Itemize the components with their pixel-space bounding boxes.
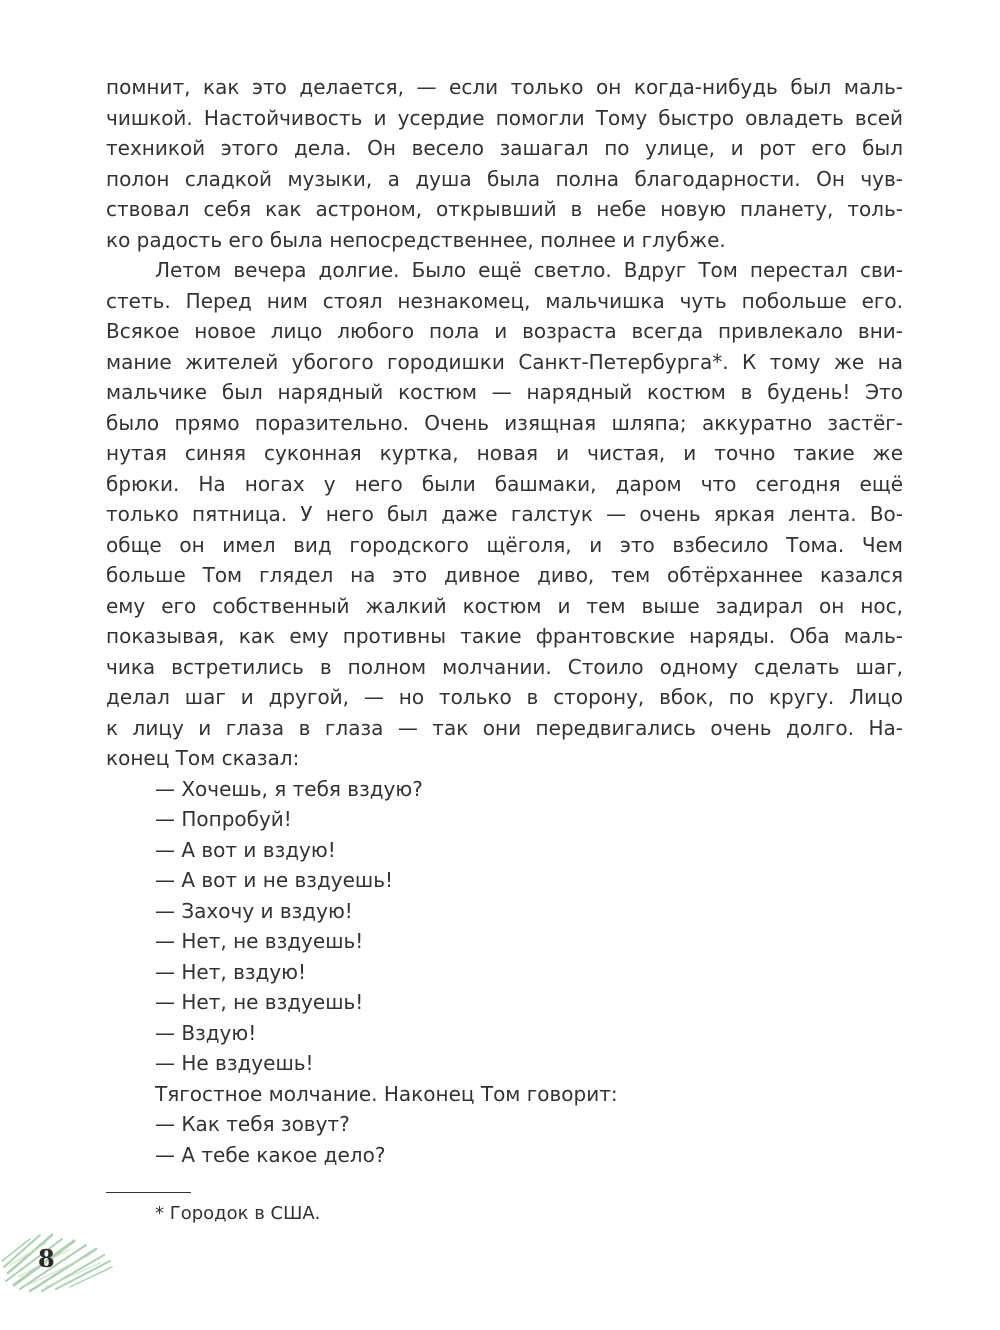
dialogue-line: — Не вздуешь! [155, 1051, 314, 1075]
page-number-brush-decoration [0, 1205, 120, 1295]
dialogue-line: — Попробуй! [155, 807, 292, 831]
dialogue-line: — Нет, вздую! [155, 959, 307, 984]
text-line: показывая, как ему противны такие франтовские наряды. Оба маль- [106, 624, 903, 648]
dialogue-line: — Вздую! [155, 1020, 257, 1045]
text-line: чика встретились в полном молчании. Стоило одному сделать шаг, [106, 654, 903, 679]
text-line: техникой этого дела. Он весело зашагал по улице, и рот его был [106, 136, 903, 160]
dialogue-line: — Как тебя зовут? [155, 1112, 350, 1136]
main-text [106, 72, 903, 1170]
text-line: чишкой. Настойчивость и усердие помогли Тому быстро овладеть всей [106, 105, 903, 130]
text-line: только пятница. У него был даже галстук — очень яркая лента. Во- [106, 502, 903, 526]
dialogue-line: — А вот и вздую! [155, 837, 336, 862]
dialogue-line: — Нет, не вздуешь! [155, 990, 364, 1014]
text-line: делал шаг и другой, — но только в сторону, вбок, по кругу. Лицо [106, 685, 903, 709]
text-line: стеть. Перед ним стоял незнакомец, мальчишка чуть побольше его. [106, 288, 903, 313]
text-line: полон сладкой музыки, а душа была полна благодарности. Он чув- [106, 166, 903, 191]
text-line: обще он имел вид городского щёголя, и это взбесило Тома. Чем [106, 532, 903, 557]
text-line: ко радость его была непосредственнее, полнее и глубже. [106, 227, 726, 252]
text-line: помнит, как это делается, — если только он когда-нибудь был маль- [106, 75, 903, 99]
text-line: ствовал себя как астроном, открывший в небе новую планету, толь- [106, 197, 903, 221]
text-line: больше Том глядел на это дивное диво, тем обтёрханнее казался [106, 563, 903, 587]
page-number: 8 [38, 1244, 55, 1273]
footnote: * Городок в США. [155, 1203, 321, 1224]
dialogue-line: — Хочешь, я тебя вздую? [155, 776, 423, 801]
dialogue-line: — А вот и не вздуешь! [155, 868, 394, 892]
text-line: было прямо поразительно. Очень изящная шляпа; аккуратно застёг- [106, 410, 903, 435]
text-line: Всякое новое лицо любого пола и возраста всегда привлекало вни- [106, 319, 903, 343]
text-line: конец Том сказал: [106, 746, 300, 770]
dialogue-line: — Захочу и вздую! [155, 898, 353, 923]
text-line: Летом вечера долгие. Было ещё светло. Вдруг Том перестал сви- [155, 258, 903, 282]
text-line: к лицу и глаза в глаза — так они передвигались очень долго. На- [106, 715, 903, 740]
text-line: Тягостное молчание. Наконец Том говорит: [155, 1081, 618, 1106]
text-line: нутая синяя суконная куртка, новая и чистая, и точно такие же [106, 441, 903, 465]
text-line: мание жителей убогого городишки Санкт-Петербурга*. К тому же на [106, 349, 903, 374]
dialogue-line: — Нет, не вздуешь! [155, 929, 364, 953]
footnote-divider [106, 1192, 191, 1193]
text-line: ему его собственный жалкий костюм и тем выше задирал он нос, [106, 593, 903, 618]
text-line: брюки. На ногах у него были башмаки, даром что сегодня ещё [106, 471, 903, 496]
dialogue-line: — А тебе какое дело? [155, 1142, 386, 1167]
text-line: мальчике был нарядный костюм — нарядный костюм в будень! Это [106, 380, 903, 404]
